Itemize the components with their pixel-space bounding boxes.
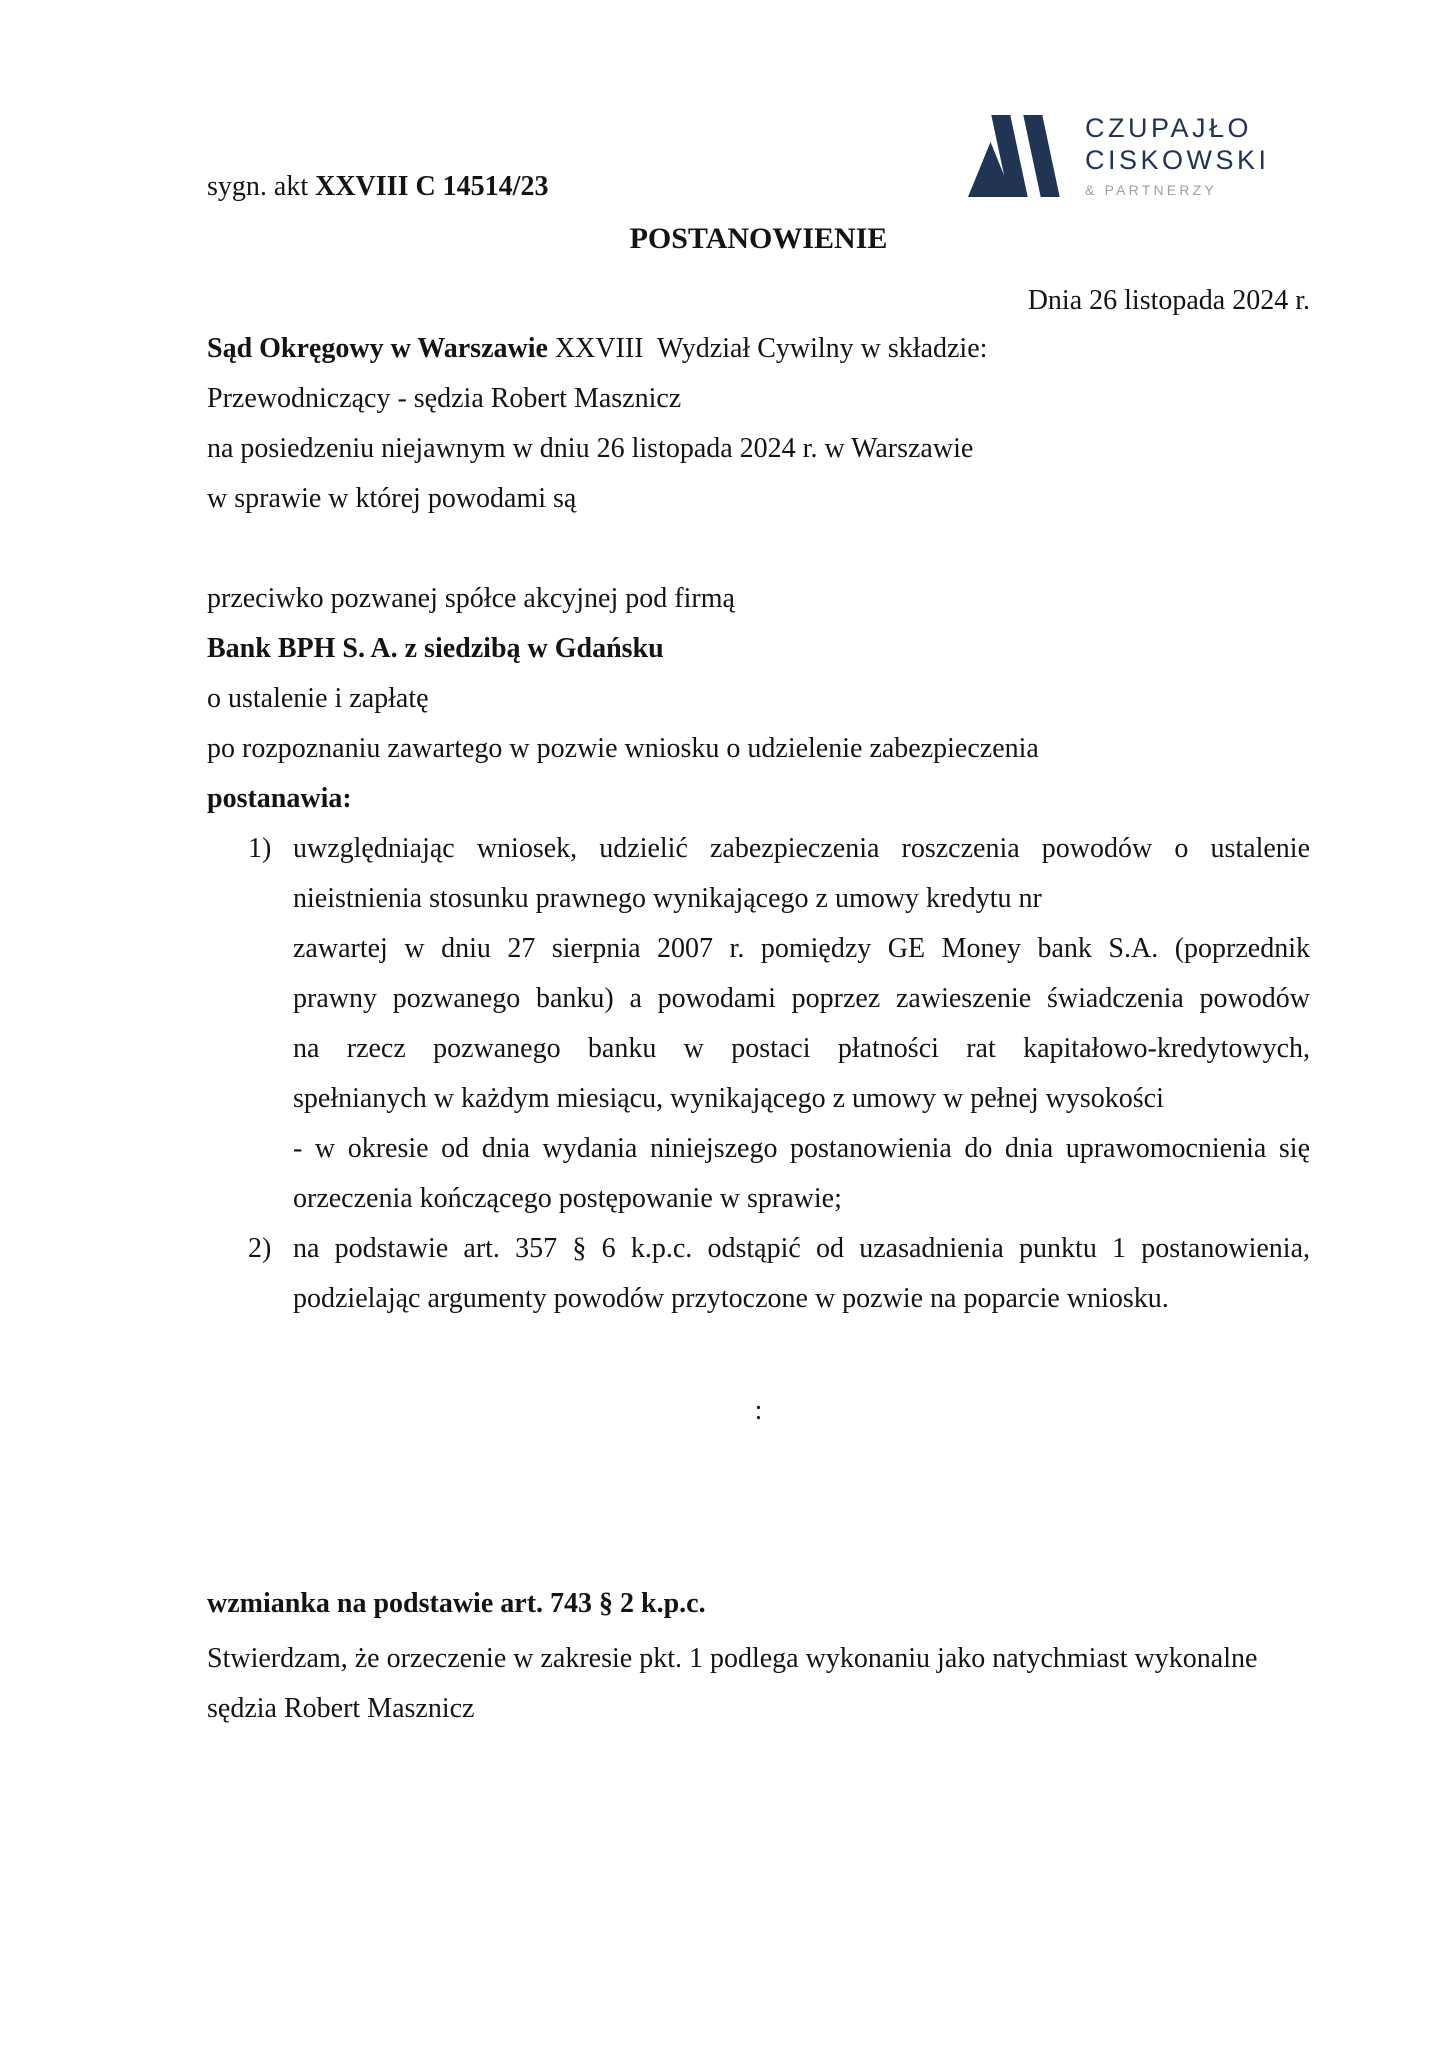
decides-label: postanawia: [207, 783, 352, 814]
intro-block [207, 324, 1310, 824]
ruling-1-line: prawny pozwanego banku) a powodami poprzez zawieszenie świadczenia powodów [293, 983, 1310, 1014]
decision-date: Dnia 26 listopada 2024 r. [1027, 285, 1310, 316]
presiding-judge-line: Przewodniczący - sędzia Robert Masznicz [207, 383, 682, 414]
court-name: Sąd Okręgowy w Warszawie [207, 333, 548, 364]
ruling-1-line: na rzecz pozwanego banku w postaci płatności rat kapitałowo-kredytowych, [293, 1033, 1310, 1064]
ruling-1-number: 1) [248, 833, 272, 864]
note-body: Stwierdzam, że orzeczenie w zakresie pkt. 1 podlega wykonaniu jako natychmiast wykonalne [207, 1643, 1258, 1674]
defendant-intro-line: przeciwko pozwanej spółce akcyjnej pod firmą [207, 583, 735, 614]
ruling-item-2 [207, 1224, 1310, 1324]
document-body [207, 162, 1310, 1734]
judge-signature: sędzia Robert Masznicz [207, 1693, 475, 1724]
session-line: na posiedzeniu niejawnym w dniu 26 listopada 2024 r. w Warszawie [207, 433, 974, 464]
ruling-1-line: orzeczenia kończącego postępowanie w sprawie; [293, 1183, 842, 1214]
law-firm-partners-label: & PARTNERZY [1085, 182, 1217, 198]
ruling-1-line-redacted-number: nieistnienia stosunku prawnego wynikającego z umowy kredytu nr [293, 883, 1042, 914]
ruling-2-line: na podstawie art. 357 § 6 k.p.c. odstąpić od uzasadnienia punktu 1 postanowienia, [293, 1233, 1310, 1264]
ruling-1-line: - w okresie od dnia wydania niniejszego postanowienia do dnia uprawomocnienia się [293, 1133, 1310, 1164]
redacted-plaintiffs-line [207, 524, 1310, 574]
ruling-2-number: 2) [248, 1233, 272, 1264]
ruling-item-1 [207, 824, 1310, 1224]
law-firm-name-line2: CISKOWSKI [1085, 145, 1270, 175]
document-title: POSTANOWIENIE [629, 222, 888, 255]
ruling-1-line: spełnianych w każdym miesiącu, wynikającego z umowy w pełnej wysokości [293, 1083, 1164, 1114]
court-line [207, 324, 1310, 374]
court-division: XXVIII Wydział Cywilny w składzie: [547, 333, 988, 364]
ruling-1-line: zawartej w dniu 27 sierpnia 2007 r. pomiędzy GE Money bank S.A. (poprzednik [293, 933, 1310, 964]
note-title: wzmianka na podstawie art. 743 § 2 k.p.c. [207, 1588, 706, 1619]
motion-line: po rozpoznaniu zawartego w pozwie wniosku o udzielenie zabezpieczenia [207, 733, 1039, 764]
case-reference-label: sygn. akt [207, 171, 316, 202]
law-firm-name-line1: CZUPAJŁO [1085, 113, 1253, 143]
separator-colon: : [754, 1395, 763, 1426]
ruling-1-line: uwzględniając wniosek, udzielić zabezpieczenia roszczenia powodów o ustalenie [293, 833, 1310, 864]
case-reference-number: XXVIII C 14514/23 [315, 171, 549, 202]
plaintiffs-line: w sprawie w której powodami są [207, 483, 577, 514]
ruling-2-line: podzielając argumenty powodów przytoczone w pozwie na poparcie wniosku. [293, 1283, 1169, 1314]
claim-subject-line: o ustalenie i zapłatę [207, 683, 429, 714]
footer-note [207, 1579, 1310, 1734]
case-reference [207, 162, 1310, 212]
defendant-name-line: Bank BPH S. A. z siedzibą w Gdańsku [207, 633, 664, 664]
